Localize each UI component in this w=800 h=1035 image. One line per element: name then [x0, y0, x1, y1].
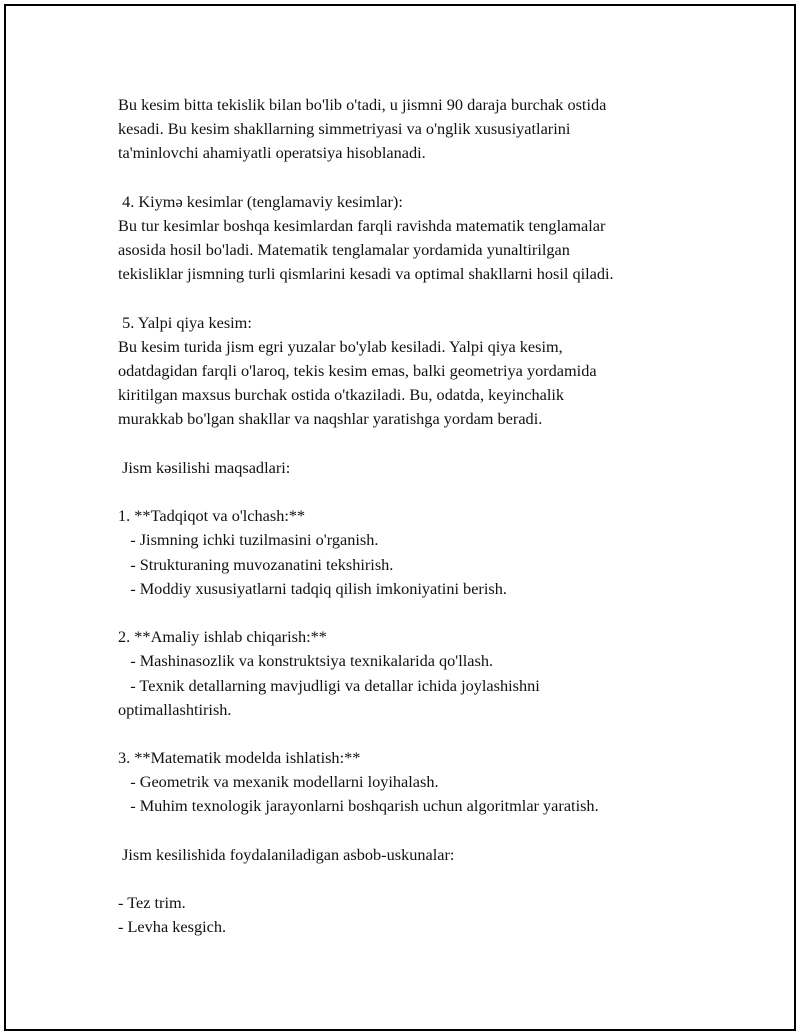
text-line: Bu kesim turida jism egri yuzalar bo'ylab kesiladi. Yalpi qiya kesim, — [118, 336, 563, 356]
text-line: tekisliklar jismning turli qismlarini kesadi va optimal shakllarni hosil qiladi. — [118, 264, 614, 284]
paragraph-spacer — [118, 819, 718, 843]
text-line: ta'minlovchi ahamiyatli operatsiya hisoblanadi. — [118, 143, 426, 163]
paragraph-spacer — [118, 601, 718, 625]
list-item: - Geometrik va mexanik modellarni loyihalash. — [118, 772, 439, 792]
section-heading: Jism kəsilishi maqsadlari: — [118, 457, 291, 477]
paragraph-spacer — [118, 722, 718, 746]
section-heading: 5. Yalpi qiya kesim: — [118, 312, 252, 332]
list-item: - Muhim texnologik jarayonlarni boshqarish uchun algoritmlar yaratish. — [118, 796, 599, 816]
goals-heading — [118, 456, 718, 480]
section-4 — [118, 190, 718, 287]
text-line: asosida hosil bo'ladi. Matematik tenglamalar yordamida yunaltirilgan — [118, 240, 570, 260]
paragraph-spacer — [118, 432, 718, 456]
list-item: - Mashinasozlik va konstruktsiya texnikalarida qo'llash. — [118, 651, 494, 671]
list-item: - Levha kesgich. — [118, 917, 227, 937]
goal-3 — [118, 746, 718, 819]
list-item: - Tez trim. — [118, 893, 186, 913]
paragraph-spacer — [118, 480, 718, 504]
goal-1 — [118, 504, 718, 601]
paragraph-spacer — [118, 867, 718, 891]
list-item: - Jismning ichki tuzilmasini o'rganish. — [118, 530, 379, 550]
list-heading: 1. **Tadqiqot va o'lchash:** — [118, 506, 306, 526]
list-item: - Texnik detallarning mavjudligi va detallar ichida joylashishni — [118, 675, 540, 695]
text-line: kesadi. Bu kesim shakllarning simmetriyasi va o'nglik xususiyatlarini — [118, 119, 571, 139]
document-body — [118, 93, 718, 940]
section-heading: 4. Kiymə kesimlar (tenglamaviy kesimlar): — [118, 191, 403, 211]
goal-2 — [118, 625, 718, 722]
paragraph-spacer — [118, 166, 718, 190]
intro-paragraph — [118, 93, 718, 166]
tools-heading — [118, 843, 718, 867]
text-line: kiritilgan maxsus burchak ostida o'tkaziladi. Bu, odatda, keyinchalik — [118, 385, 565, 405]
text-line: Bu kesim bitta tekislik bilan bo'lib o'tadi, u jismni 90 daraja burchak ostida — [118, 95, 607, 114]
text-line: odatdagidan farqli o'laroq, tekis kesim emas, balki geometriya yordamida — [118, 361, 597, 381]
text-line: Bu tur kesimlar boshqa kesimlardan farqli ravishda matematik tenglamalar — [118, 215, 606, 235]
text-line: murakkab bo'lgan shakllar va naqshlar yaratishga yordam beradi. — [118, 409, 543, 429]
paragraph-spacer — [118, 287, 718, 311]
section-5 — [118, 311, 718, 432]
list-heading: 2. **Amaliy ishlab chiqarish:** — [118, 627, 327, 647]
list-heading: 3. **Matematik modelda ishlatish:** — [118, 748, 361, 768]
tools-list — [118, 891, 718, 939]
list-item: - Strukturaning muvozanatini tekshirish. — [118, 554, 394, 574]
section-heading: Jism kesilishida foydalaniladigan asbob-uskunalar: — [118, 844, 455, 864]
list-item: - Moddiy xususiyatlarni tadqiq qilish imkoniyatini berish. — [118, 578, 507, 598]
list-item-continuation: optimallashtirish. — [118, 699, 232, 719]
